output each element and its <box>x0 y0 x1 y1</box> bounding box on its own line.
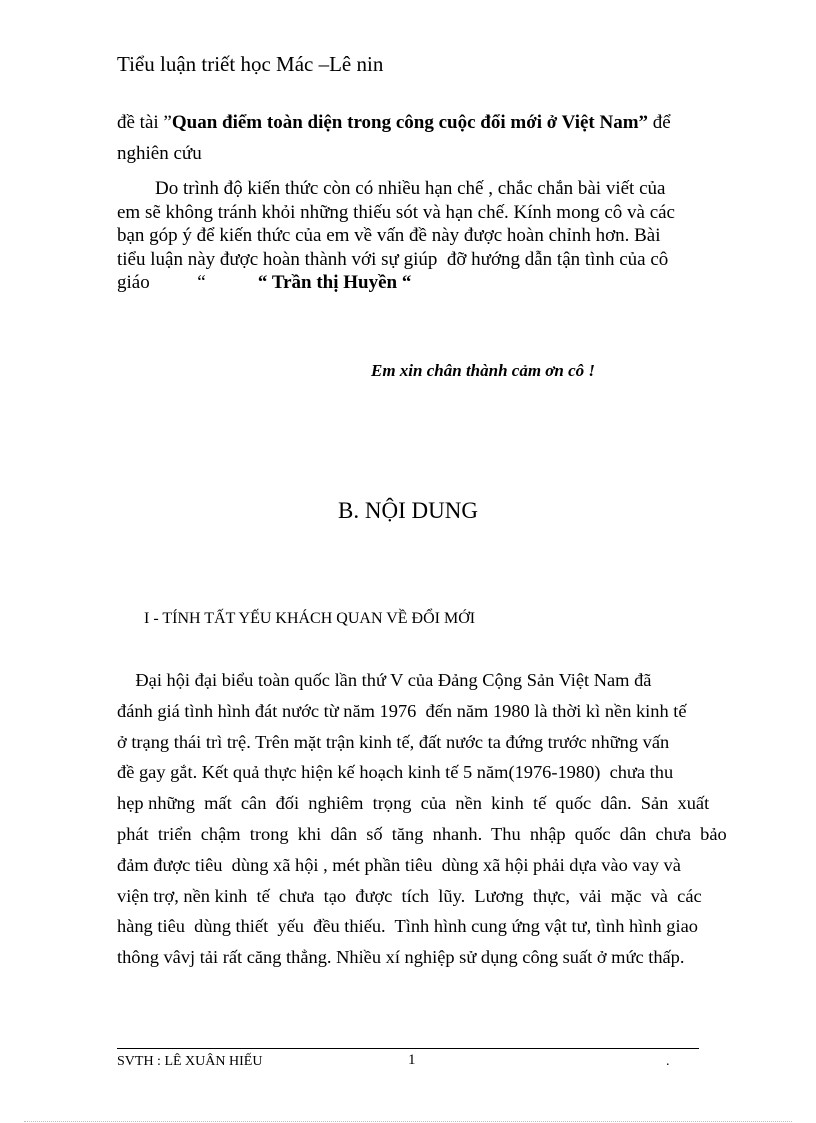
body-paragraph <box>117 665 727 973</box>
thanks-line: Em xin chân thành cảm ơn cô ! <box>371 361 596 380</box>
page-edge-dotted-line <box>24 1121 792 1122</box>
ack-line: Do trình độ kiến thức còn có nhiều hạn chế , chắc chắn bài viết của <box>117 178 666 199</box>
acknowledgement-paragraph <box>117 177 675 295</box>
teacher-name: “ Trần thị Huyền “ <box>257 272 412 293</box>
ack-last-prefix: giáo “ <box>117 272 258 293</box>
ack-line: bạn góp ý để kiến thức của em về vấn đề này được hoàn chỉnh hơn. Bài <box>117 225 661 246</box>
page-number: 1 <box>408 1052 416 1068</box>
body-line: đảm được tiêu dùng xã hội , mét phần tiêu dùng xã hội phải dựa vào vay và <box>117 854 681 875</box>
ack-line-last <box>117 271 675 295</box>
body-line: ở trạng thái trì trệ. Trên mặt trận kinh tế, đất nước ta đứng trước những vấn <box>117 731 670 752</box>
body-line: Đại hội đại biểu toàn quốc lần thứ V của Đảng Cộng Sản Việt Nam đã <box>117 670 652 690</box>
body-line: hàng tiêu dùng thiết yếu đều thiếu. Tình hình cung ứng vật tư, tình hình giao <box>117 916 698 937</box>
intro-line <box>117 112 671 134</box>
body-line: phát triển chậm trong khi dân số tăng nhanh. Thu nhập quốc dân chưa bảo <box>117 823 727 844</box>
footer-rule <box>117 1048 699 1049</box>
intro-suffix: để <box>648 112 671 133</box>
body-line: thông vâvj tải rất căng thẳng. Nhiều xí nghiệp sử dụng công suất ở mức thấp. <box>117 947 685 968</box>
intro-prefix: đề tài ” <box>117 112 172 133</box>
body-line: đánh giá tình hình đát nước từ năm 1976 đến năm 1980 là thời kì nền kinh tế <box>117 700 687 721</box>
body-line: hẹp những mất cân đối nghiêm trọng của nền kinh tế quốc dân. Sản xuất <box>117 793 710 814</box>
body-line: đề gay gắt. Kết quả thực hiện kế hoạch kinh tế 5 năm(1976-1980) chưa thu <box>117 762 674 783</box>
subsection-heading: I - TÍNH TẤT YẾU KHÁCH QUAN VỀ ĐỔI MỚI <box>144 610 476 627</box>
ack-line: em sẽ không tránh khỏi những thiếu sót và hạn chế. Kính mong cô và các <box>117 201 675 223</box>
footer-mark: . <box>666 1054 670 1069</box>
footer-author: SVTH : LÊ XUÂN HIẾU <box>117 1054 263 1069</box>
thesis-title: Quan điểm toàn diện trong công cuộc đổi mới ở Việt Nam” <box>171 112 649 133</box>
page-header: Tiểu luận triết học Mác –Lê nin <box>117 52 384 76</box>
intro-line-2: nghiên cứu <box>117 143 202 164</box>
ack-line: tiểu luận này được hoàn thành với sự giúp đỡ hướng dẫn tận tình của cô <box>117 248 669 270</box>
body-line: viện trợ, nền kinh tế chưa tạo được tích lũy. Lương thực, vải mặc và các <box>117 885 702 906</box>
section-title: B. NỘI DUNG <box>338 498 478 523</box>
